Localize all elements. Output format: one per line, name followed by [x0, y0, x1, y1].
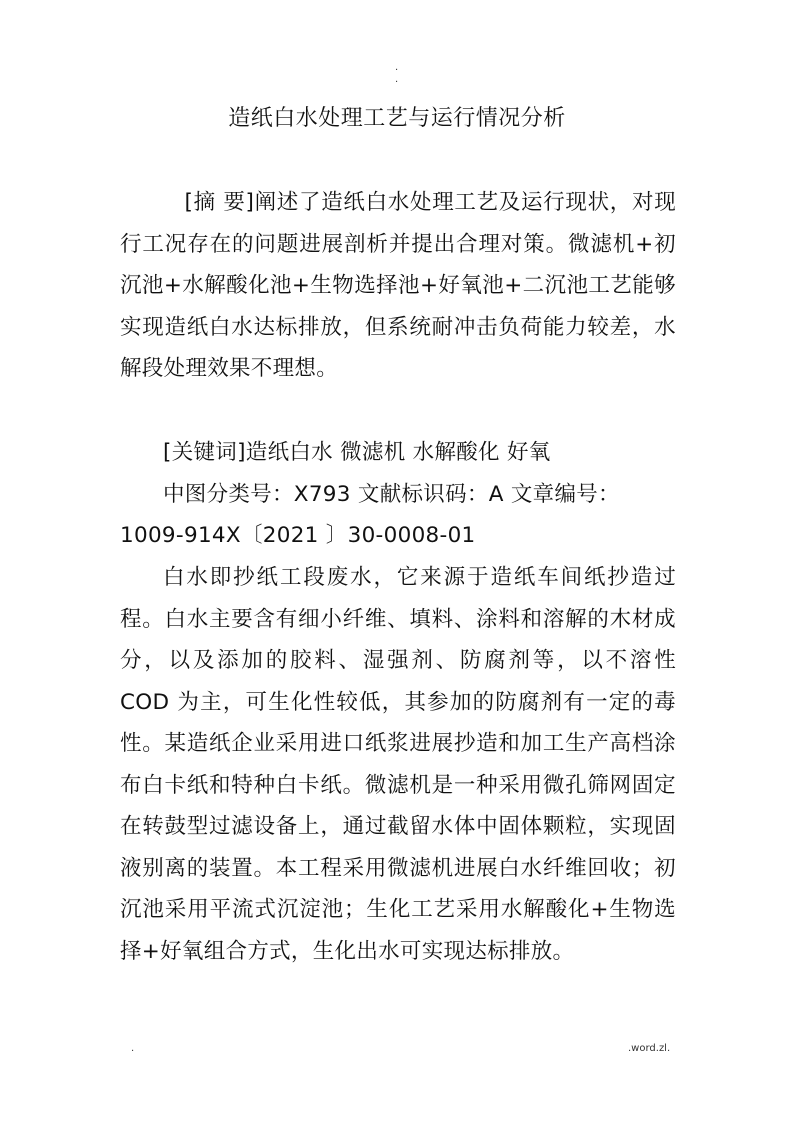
body-section	[120, 557, 676, 972]
footer-right-mark: .word.zl.	[628, 1043, 671, 1054]
abstract-section	[120, 182, 676, 390]
keywords-section	[120, 432, 676, 557]
document-title: 造纸白水处理工艺与运行情况分析	[228, 106, 566, 131]
abstract-paragraph: [摘 要]阐述了造纸白水处理工艺及运行现状，对现行工况存在的问题进展剖析并提出合理对策。微滤机+初沉池+水解酸化池+生物选择池+好氧池+二沉池工艺能够实现造纸白水达标排放，但系统耐冲击负荷能力较差，水解段处理效果不理想。	[120, 190, 676, 381]
classification-line: 中图分类号：X793 文献标识码：A 文章编号：	[163, 481, 620, 507]
article-code-line: 1009-914X〔2021 〕30-0008-01	[120, 523, 476, 548]
footer-left-mark: .	[131, 1043, 135, 1054]
header-mark: . .	[395, 62, 399, 85]
keywords-line: [关键词]造纸白水 微滤机 水解酸化 好氧	[163, 440, 551, 465]
intro-paragraph: 白水即抄纸工段废水，它来源于造纸车间纸抄造过程。白水主要含有细小纤维、填料、涂料和溶解的木材成分，以及添加的胶料、湿强剂、防腐剂等，以不溶性 COD 为主，可生化性较低，其参加的防腐剂有一定的毒性。某造纸企业采用进口纸浆进展抄造和加工生产高档涂布白卡纸和特种白卡纸。微滤机是一种采用微孔筛网固定在转鼓型过滤设备上，通过截留水体中固体颗粒，实现固液别离的装置。本工程采用微滤机进展白水纤维回收；初沉池采用平流式沉淀池；生化工艺采用水解酸化+生物选择+好氧组合方式，生化出水可实现达标排放。	[120, 565, 676, 964]
